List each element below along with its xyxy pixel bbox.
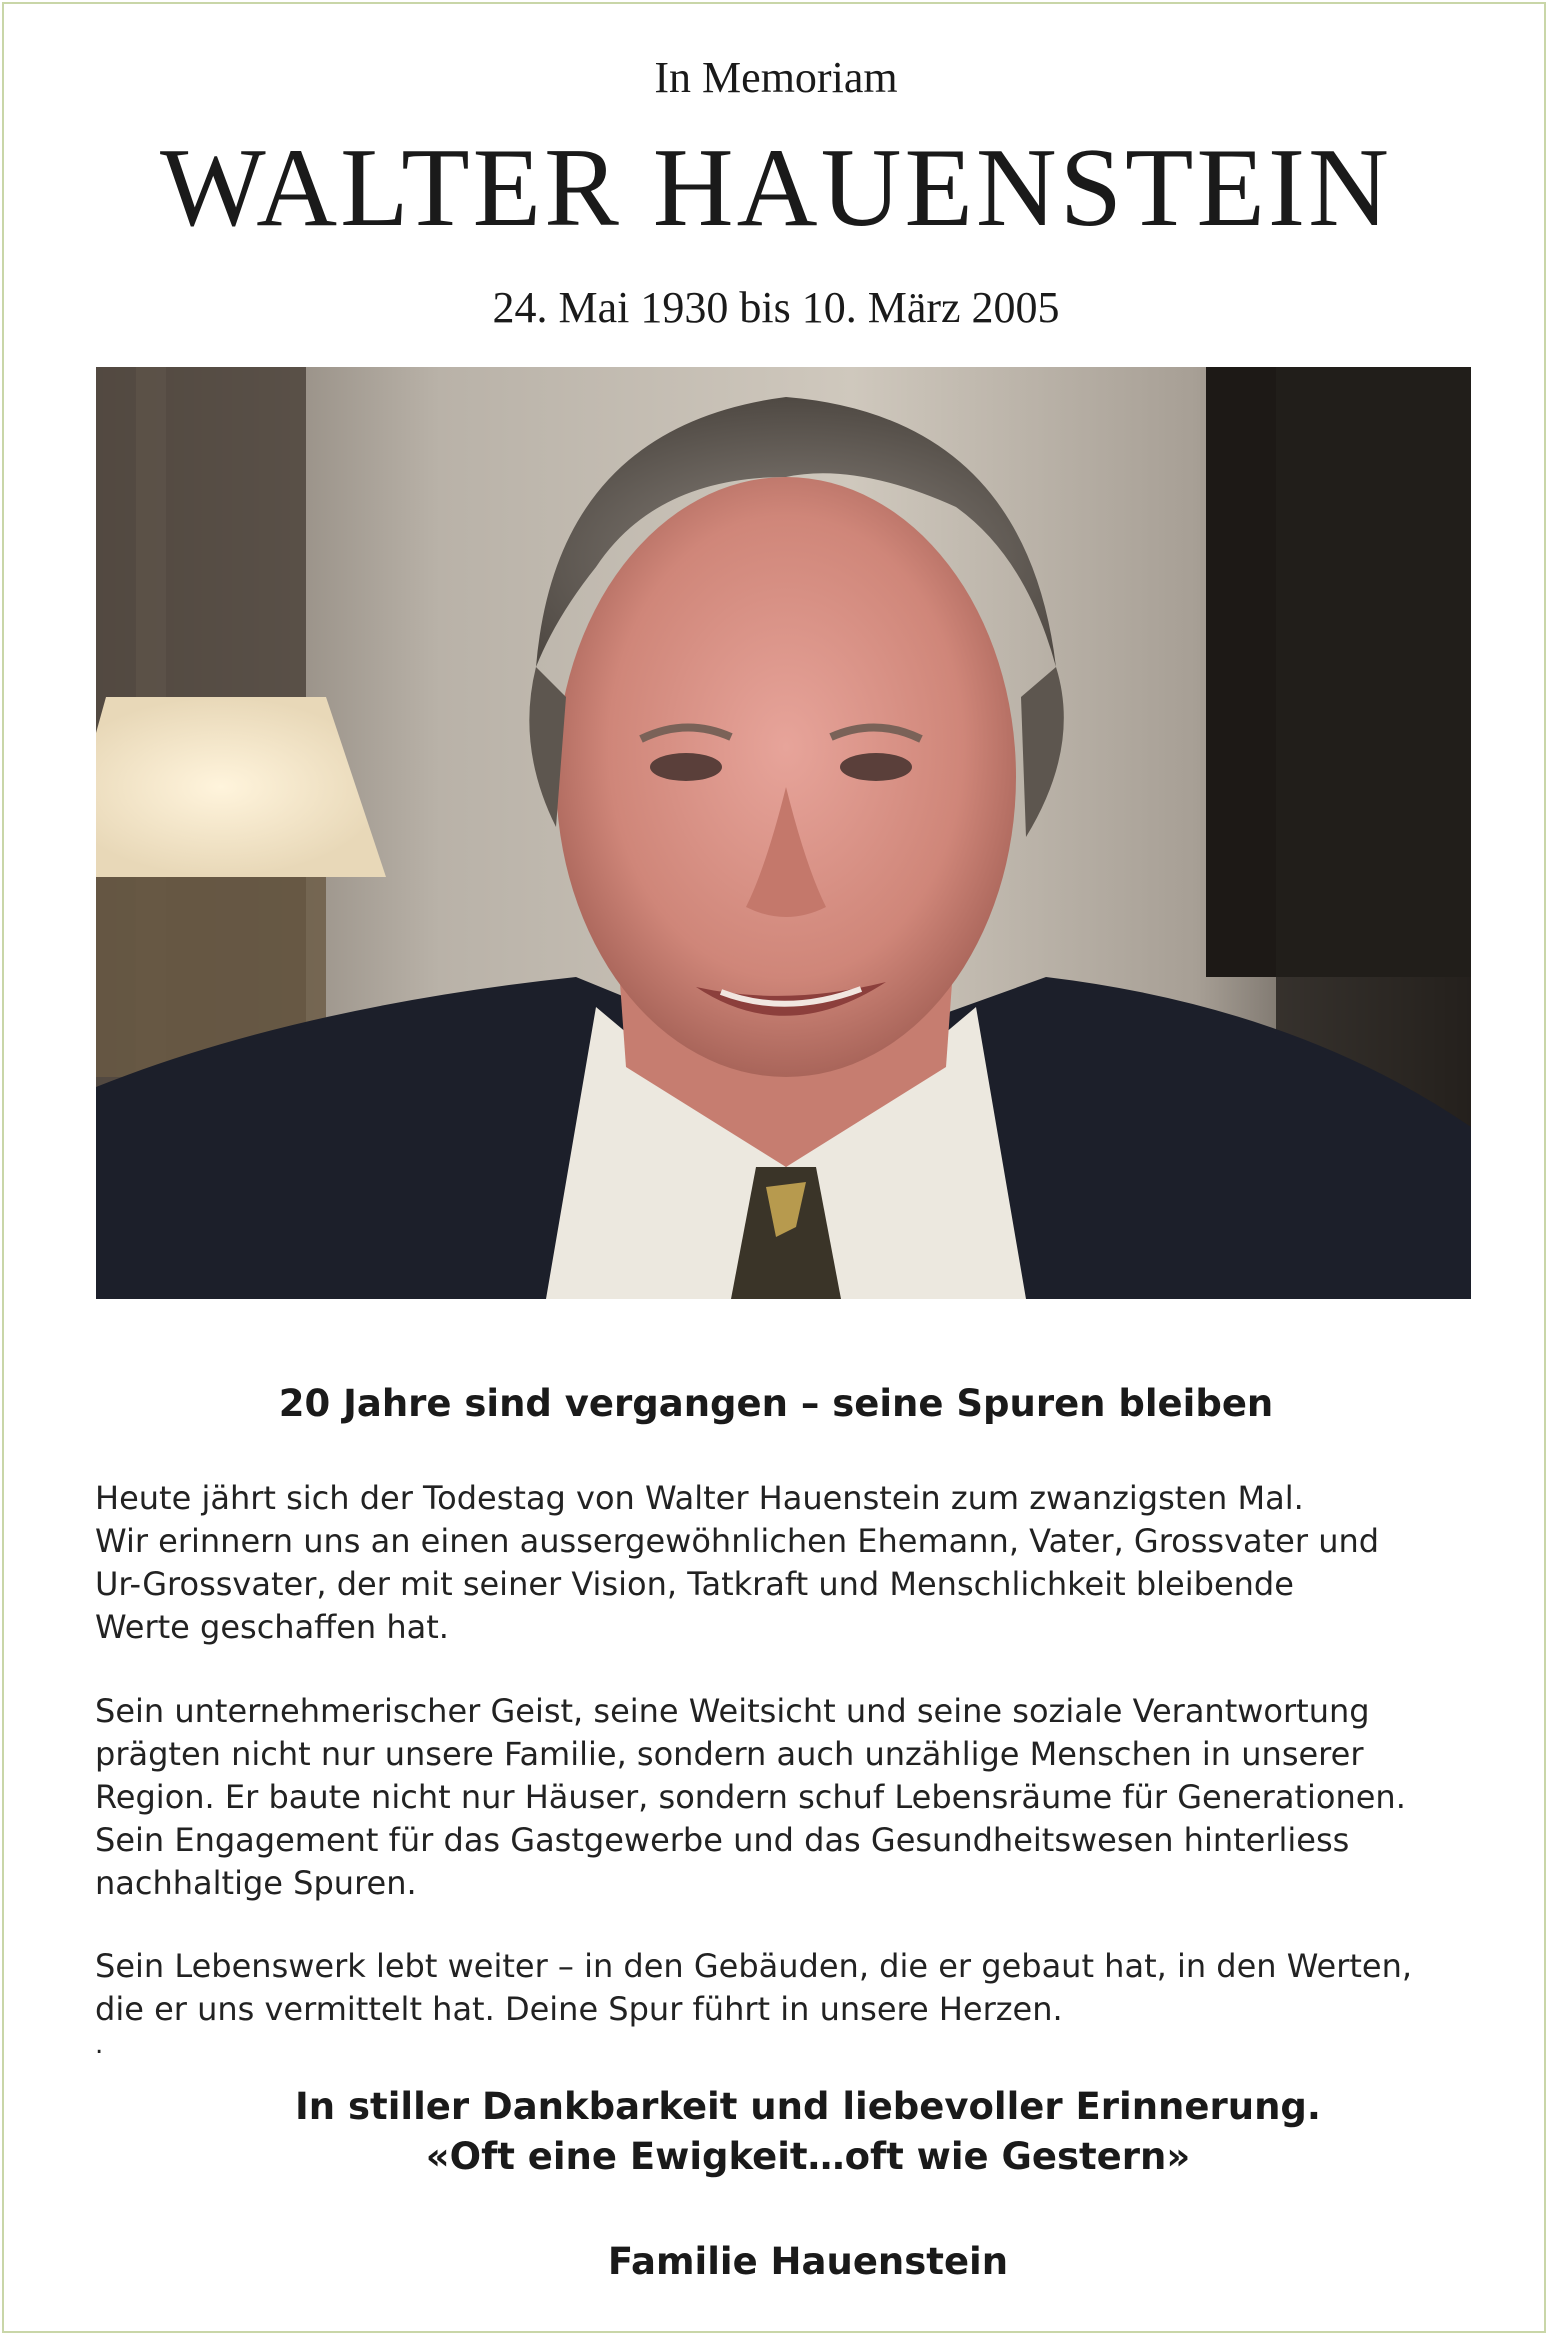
paragraph-3 <box>95 1945 1495 2031</box>
closing-line-1: In stiller Dankbarkeit und liebevoller Erinnerung. <box>295 2085 1321 2128</box>
signature: Familie Hauenstein <box>607 2240 1009 2283</box>
deceased-name: WALTER HAUENSTEIN <box>159 126 1393 250</box>
closing-quote: «Oft eine Ewigkeit…oft wie Gestern» <box>425 2135 1191 2178</box>
paragraph-1-line: Heute jährt sich der Todestag von Walter Hauenstein zum zwanzigsten Mal. <box>95 1479 1304 1517</box>
paragraph-2-line: Sein unternehmerischer Geist, seine Weitsicht und seine soziale Verantwortung <box>95 1692 1370 1730</box>
paragraph-2-line: Region. Er baute nicht nur Häuser, sondern schuf Lebensräume für Generationen. <box>95 1778 1406 1816</box>
in-memoriam-heading: In Memoriam <box>654 53 898 102</box>
paragraph-1-line: Ur-Grossvater, der mit seiner Vision, Tatkraft und Menschlichkeit bleibende <box>95 1565 1294 1603</box>
stray-mark: . <box>95 2030 104 2060</box>
portrait-photo <box>96 367 1471 1299</box>
paragraph-1 <box>95 1477 1495 1649</box>
paragraph-2-line: nachhaltige Spuren. <box>95 1864 417 1902</box>
headline: 20 Jahre sind vergangen – seine Spuren bleiben <box>278 1382 1274 1425</box>
paragraph-3-line: die er uns vermittelt hat. Deine Spur führt in unsere Herzen. <box>95 1990 1063 2028</box>
paragraph-2-line: prägten nicht nur unsere Familie, sondern auch unzählige Menschen in unserer <box>95 1735 1364 1773</box>
paragraph-2 <box>95 1690 1495 1905</box>
life-dates: 24. Mai 1930 bis 10. März 2005 <box>492 283 1060 332</box>
paragraph-3-line: Sein Lebenswerk lebt weiter – in den Gebäuden, die er gebaut hat, in den Werten, <box>95 1947 1413 1985</box>
paragraph-1-line: Werte geschaffen hat. <box>95 1608 449 1646</box>
paragraph-1-line: Wir erinnern uns an einen aussergewöhnlichen Ehemann, Vater, Grossvater und <box>95 1522 1380 1560</box>
paragraph-2-line: Sein Engagement für das Gastgewerbe und das Gesundheitswesen hinterliess <box>95 1821 1350 1859</box>
